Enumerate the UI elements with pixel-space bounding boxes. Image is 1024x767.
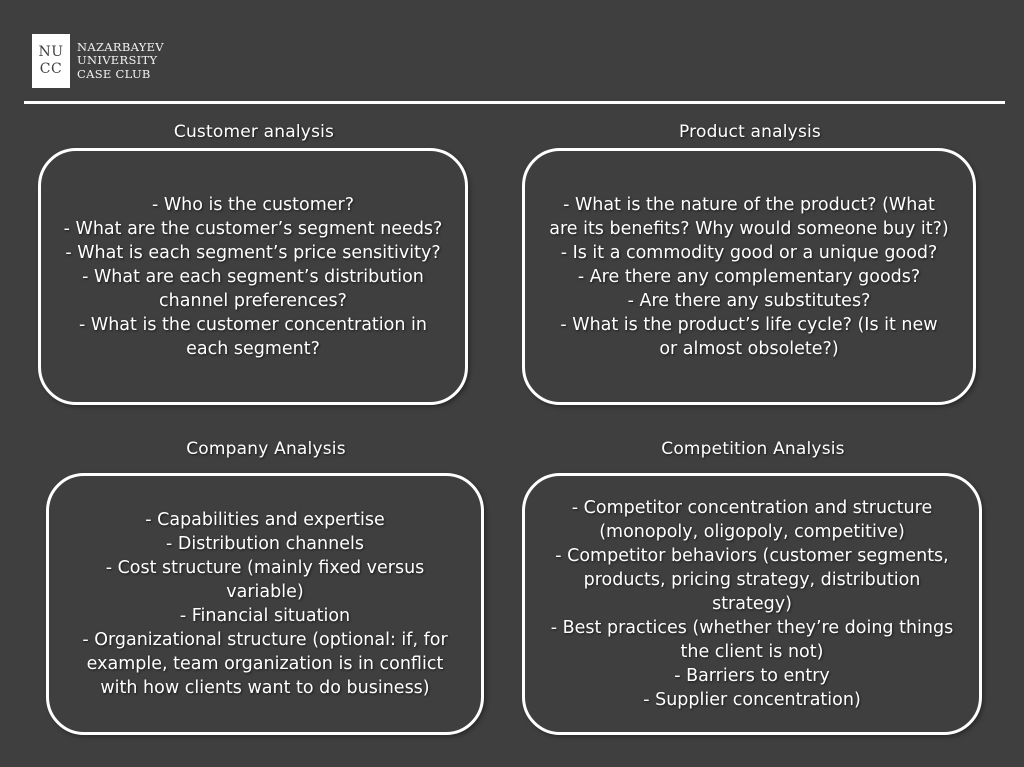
logo-mark-line1: NU <box>38 44 64 60</box>
logo-mark <box>32 34 70 88</box>
customer-analysis-list <box>61 193 445 361</box>
company-factor: - Capabilities and expertise <box>145 510 385 530</box>
company-factor: - Distribution channels <box>166 534 364 554</box>
customer-question: - What are the customer’s segment needs? <box>63 218 443 239</box>
competition-factor: - Supplier concentration) <box>643 690 861 710</box>
competition-factor: - Competitor behaviors (customer segments, products, pricing strategy, distribution strategy) <box>555 546 949 614</box>
product-question: - Are there any complementary goods? <box>577 266 921 287</box>
competition-factor: - Barriers to entry <box>674 666 830 686</box>
logo-name-line3: CASE CLUB <box>77 66 151 81</box>
competition-analysis-list <box>541 496 963 712</box>
logo-name <box>77 41 164 82</box>
competition-factor: - Competitor concentration and structure (monopoly, oligopoly, competitive) <box>571 498 933 542</box>
company-analysis-list <box>69 508 461 700</box>
product-analysis-list <box>549 193 949 361</box>
product-analysis-title: Product analysis <box>679 122 821 142</box>
customer-analysis-card <box>38 148 468 405</box>
company-analysis-card <box>46 473 484 735</box>
company-analysis-title: Company Analysis <box>186 439 346 459</box>
company-factor: - Organizational structure (optional: if, for example, team organization is in conflict with how clients want to do business) <box>82 630 448 698</box>
customer-analysis-title: Customer analysis <box>173 122 335 142</box>
customer-question: - Who is the customer? <box>151 194 355 215</box>
logo-mark-line2: CC <box>39 61 63 77</box>
competition-analysis-title: Competition Analysis <box>661 439 845 459</box>
product-analysis-card <box>522 148 976 405</box>
competition-analysis-card <box>522 473 982 735</box>
competition-factor: - Best practices (whether they’re doing things the client is not) <box>550 618 954 662</box>
club-logo <box>32 34 164 88</box>
logo-name-line1: NAZARBAYEV <box>77 39 164 54</box>
logo-name-line2: UNIVERSITY <box>77 53 158 68</box>
customer-question: - What are each segment’s distribution channel preferences? <box>82 266 424 311</box>
product-question: - Is it a commodity good or a unique good? <box>560 242 938 263</box>
customer-question: - What is each segment’s price sensitivity? <box>65 242 441 263</box>
product-question: - What is the nature of the product? (What are its benefits? Why would someone buy it?) <box>549 194 949 239</box>
customer-question: - What is the customer concentration in each segment? <box>79 314 427 359</box>
company-factor: - Cost structure (mainly fixed versus variable) <box>105 558 425 602</box>
product-question: - Are there any substitutes? <box>627 290 871 311</box>
header-divider <box>24 101 1005 104</box>
company-factor: - Financial situation <box>179 606 351 626</box>
product-question: - What is the product’s life cycle? (Is it new or almost obsolete?) <box>560 314 938 359</box>
